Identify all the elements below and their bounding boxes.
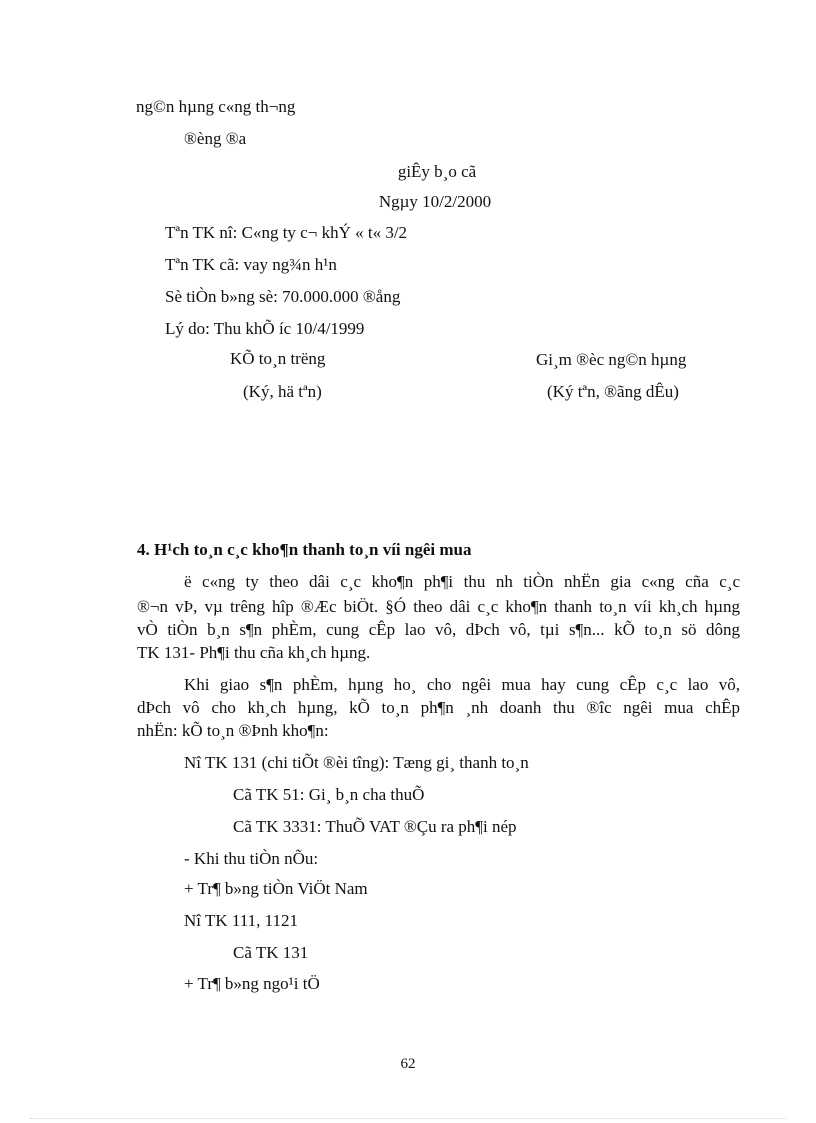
journal-entry-debit-131: Nî TK 131 (chi tiÕt ®èi tîng): Tæng gi¸ thanh to¸n [184,753,529,772]
case-vnd: + Tr¶ b»ng tiÒn ViÖt Nam [184,879,368,898]
page-bottom-divider [30,1118,786,1119]
notice-date: Ngµy 10/2/2000 [378,192,492,211]
journal-entry-credit-51: Cã TK 51: Gi¸ b¸n cha thuÕ [233,785,425,804]
signature-left-title: KÕ to¸n trëng [230,349,326,368]
case-foreign-currency: + Tr¶ b»ng ngo¹i tÖ [184,974,320,993]
debit-account: Tªn TK nî: C«ng ty c¬ khÝ « t« 3/2 [165,223,408,242]
journal-entry-credit-131: Cã TK 131 [233,943,309,962]
amount-line: Sè tiÒn b»ng sè: 70.000.000 ®ång [165,287,401,306]
signature-right-note: (Ký tªn, ®ãng dÊu) [547,382,679,401]
bank-name: ng©n hµng c«ng th¬ng [136,97,296,116]
paragraph-2-line-3: nhËn: kÕ to¸n ®Þnh kho¶n: [137,721,329,740]
section-heading: 4. H¹ch to¸n c¸c kho¶n thanh to¸n víi ngêi mua [137,540,472,559]
paragraph-1-line-1: ë c«ng ty theo dâi c¸c kho¶n ph¶i thu nh tiÒn nhËn gia c«ng cña c¸c [184,572,740,591]
paragraph-2-line-1: Khi giao s¶n phÈm, hµng ho¸ cho ngêi mua hay cung cÊp c¸c lao vô, [184,675,740,694]
paragraph-1-line-2: ®¬n vÞ, vµ trêng hîp ®Æc biÖt. §Ó theo dâi c¸c kho¶n thanh to¸n víi kh¸ch hµng [137,597,740,616]
journal-entry-credit-3331: Cã TK 3331: ThuÕ VAT ®Çu ra ph¶i nép [233,817,517,836]
notice-title: giÊy b¸o cã [397,162,477,181]
signature-left-note: (Ký, hä tªn) [243,382,322,401]
case-label: - Khi thu tiÒn nÕu: [184,849,319,868]
paragraph-1-line-3: vÒ tiÒn b¸n s¶n phÈm, cung cÊp lao vô, dÞch vô, tµi s¶n... kÕ to¸n sö dông [137,620,740,639]
paragraph-2-line-2: dÞch vô cho kh¸ch hµng, kÕ to¸n ph¶n ¸nh doanh thu ®îc ngêi mua chÊp [137,698,740,717]
paragraph-1-line-4: TK 131- Ph¶i thu cña kh¸ch hµng. [137,643,371,662]
page-number: 62 [400,1056,416,1072]
reason-line: Lý do: Thu khÕ íc 10/4/1999 [165,319,365,338]
journal-entry-debit-111: Nî TK 111, 1121 [184,911,298,930]
credit-account: Tªn TK cã: vay ng¾n h¹n [165,255,337,274]
bank-branch: ®èng ®a [184,129,247,148]
signature-right-title: Gi¸m ®èc ng©n hµng [536,350,687,369]
